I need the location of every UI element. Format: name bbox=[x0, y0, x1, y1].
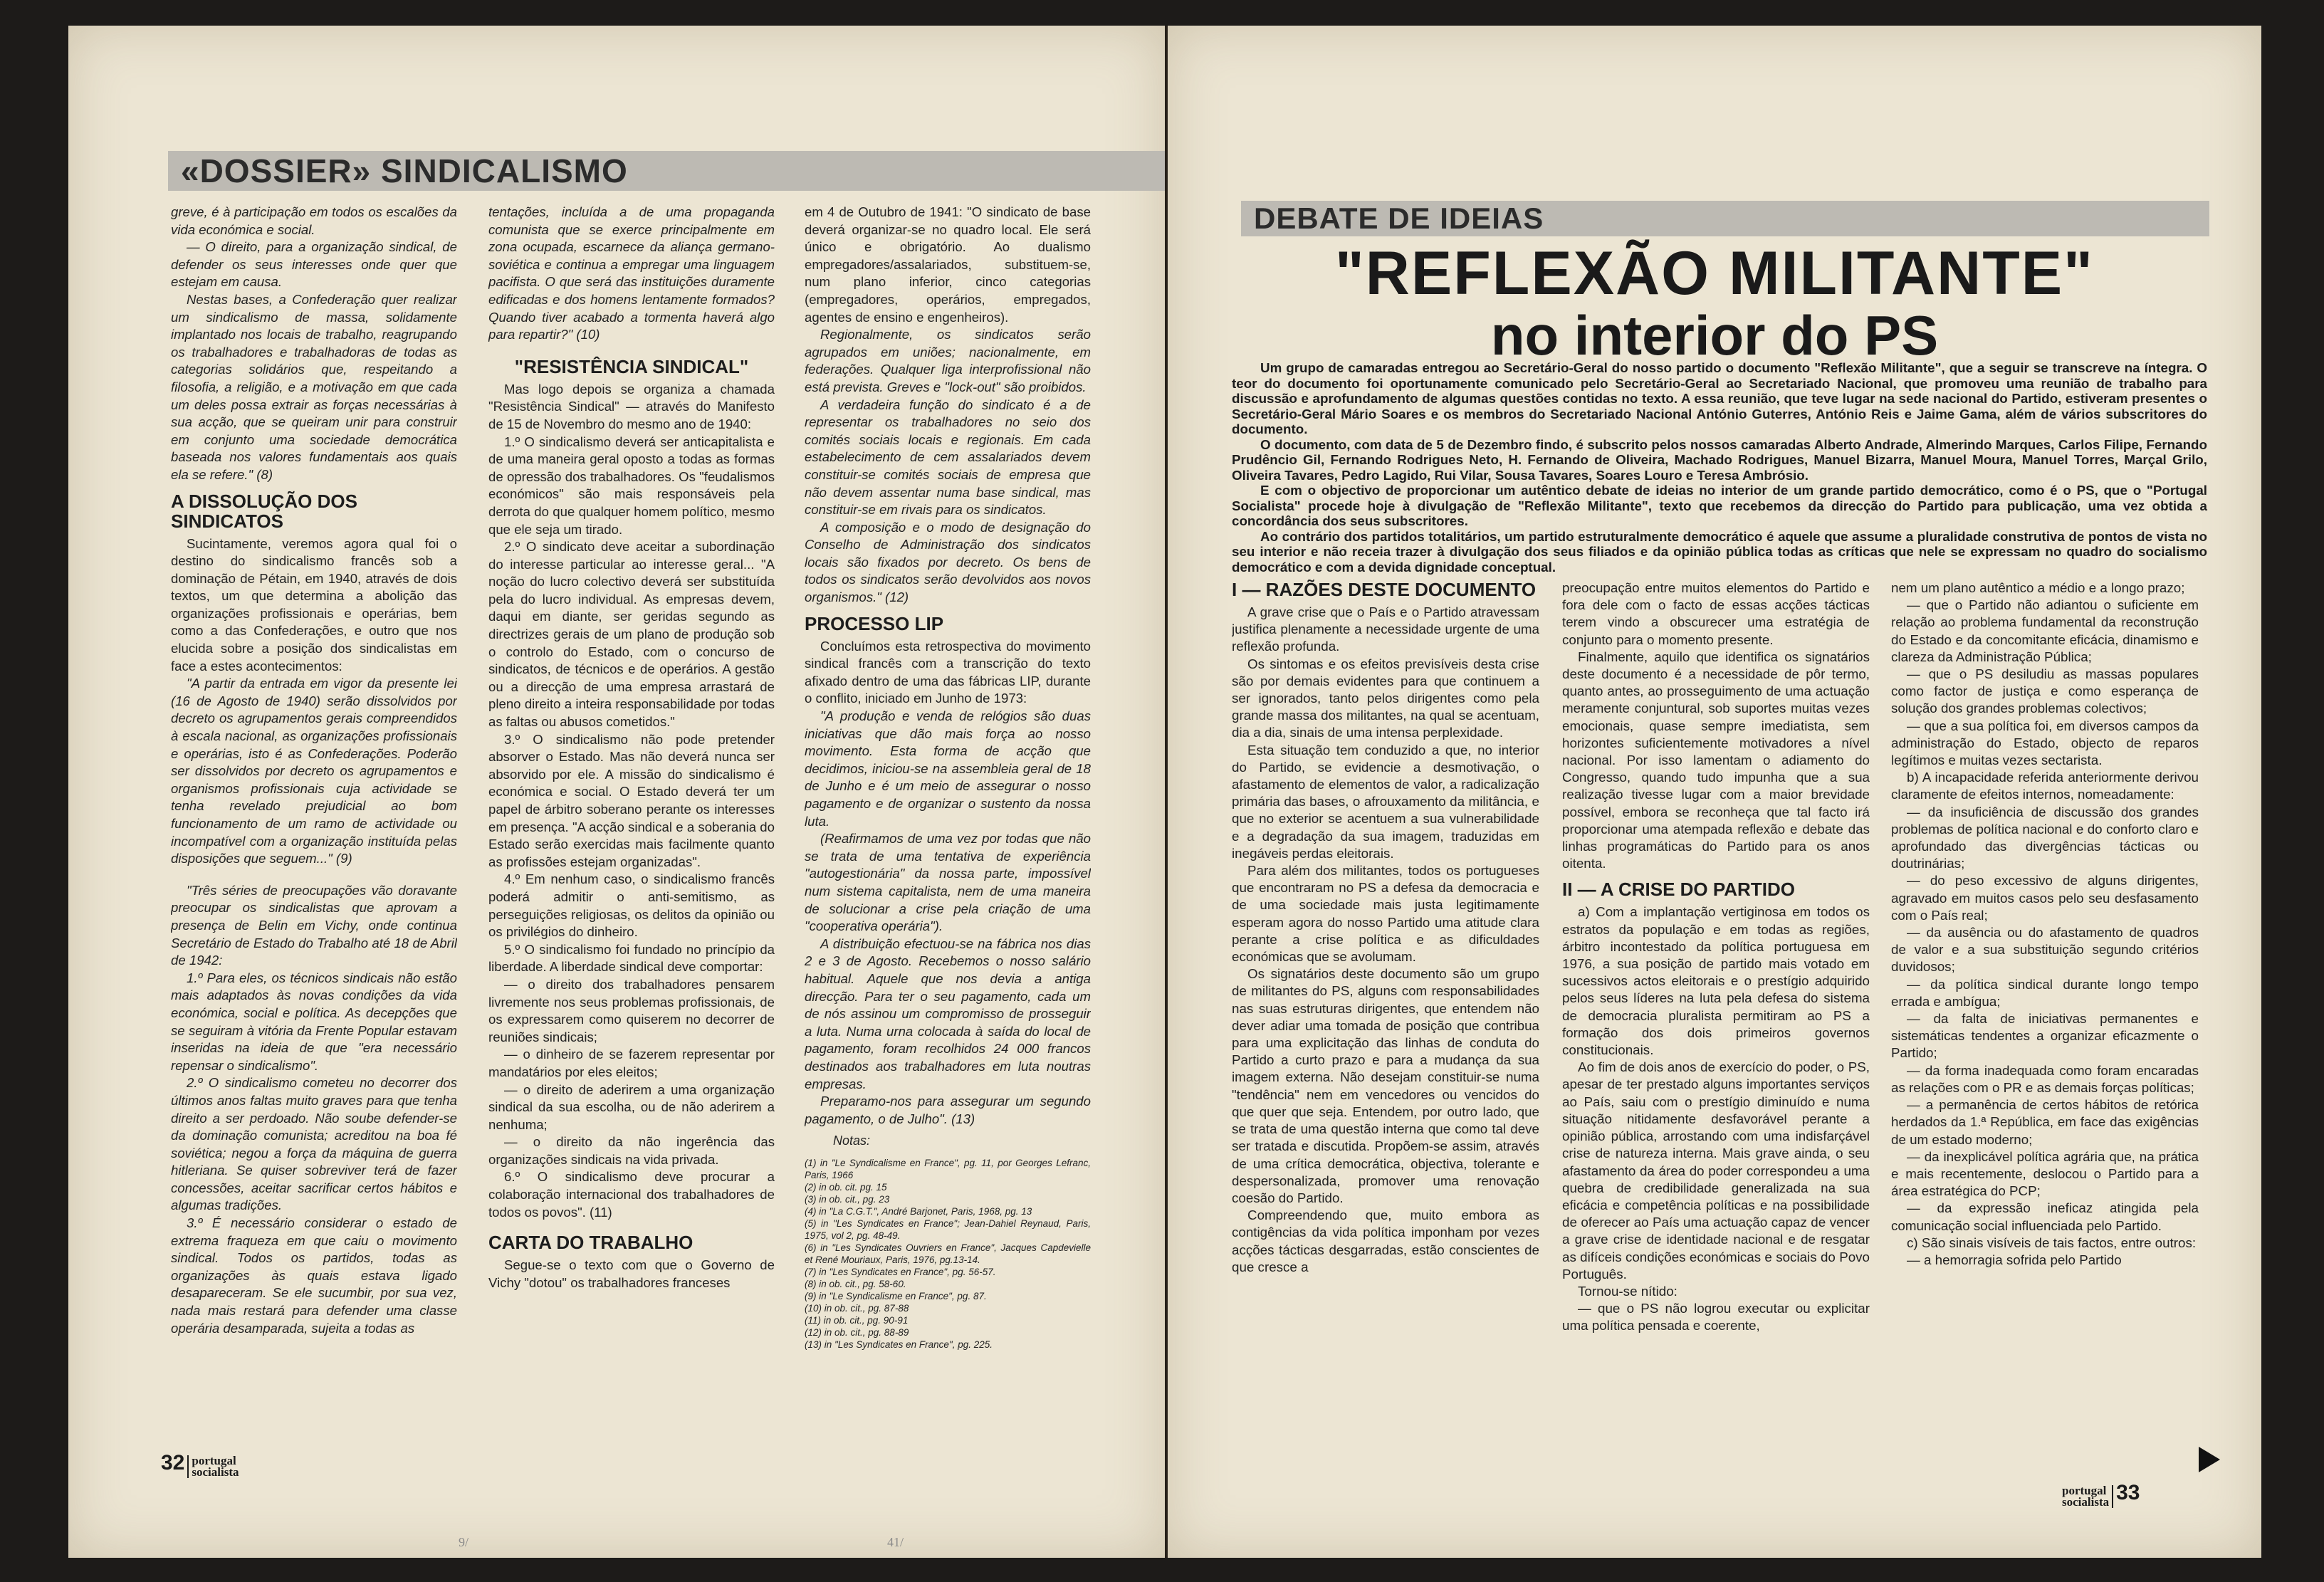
headline-subtitle: no interior do PS bbox=[1490, 304, 1939, 367]
paragraph: Nestas bases, a Confederação quer realizar um sindicalismo de massa, solidamente implantado nos locais de trabalho, reagrupando os trabalhadores e trabalhadoras de todas as categorias solidários que, respeitando a filosofia, a religião, e a motivação em que cada um deles possa extrair as forças necessárias à sua acção, que se queiram unir para construir em conjunto uma sociedade democrática baseada nos valores fundamentais aos quais ela se refere." (8) bbox=[171, 291, 457, 482]
paragraph: — da insuficiência de discussão dos grandes problemas de política nacional e do conforto claro e aprofundado das divergências tácticas ou doutrinárias; bbox=[1891, 804, 2199, 871]
paragraph: — da forma inadequada como foram encaradas as relações com o PR e as demais forças políticas; bbox=[1891, 1062, 2199, 1095]
paragraph: Os sintomas e os efeitos previsíveis desta crise são por demais evidentes para que continuem a ser ignorados, tanto pelos dirigentes como pela grande massa dos militantes, na qual se acentuam, dia a dia, sinais de uma intensa perplexidade. bbox=[1232, 656, 1539, 740]
subheading-lip: PROCESSO LIP bbox=[805, 612, 944, 634]
pencil-mark: 9/ bbox=[459, 1535, 469, 1549]
intro-paragraph: O documento, com data de 5 de Dezembro findo, é subscrito pelos nossos camaradas Alberto Andrade, Almerindo Marques, Carlos Filipe, Fernando Prudêncio Gil, Fernando Rodrigues Neto, H. Fernando de Oliveira, Machado Rodrigues, Manuel Bizarra, Manuel Moura, Manuel Torres, Marçal Grilo, Oliveira Tavares, Pedro Lagido, Rui Vilar, Sousa Tavares, Soares Louro e Teresa Ambrósio. bbox=[1232, 436, 2207, 483]
note-item: (2) in ob. cit. pg. 15 bbox=[805, 1181, 887, 1193]
intro-paragraph: Ao contrário dos partidos totalitários, um partido estruturalmente democrático é aquele que assume a pluralidade construtiva de pontos de vista no seu interior e não receia trazer à divulgação dos seus filiados e da opinião pública todas as críticas que nele se expressam no quadro do socialismo democrático e com a devida dignidade conceptual. bbox=[1232, 528, 2207, 575]
subheading-dissolucao: A DISSOLUÇÃO DOS SINDICATOS bbox=[171, 490, 357, 532]
right-page bbox=[1168, 26, 2261, 1558]
note-item: (4) in "La C.G.T.", André Barjonet, Paris, 1968, pg. 13 bbox=[805, 1205, 1032, 1217]
publication-logo: portugal socialista bbox=[187, 1455, 239, 1478]
paragraph: c) São sinais visíveis de tais factos, entre outros: bbox=[1907, 1235, 2197, 1250]
paragraph: — que o PS não logrou executar ou explicitar uma política pensada e coerente, bbox=[1562, 1301, 1870, 1334]
note-item: (8) in ob. cit., pg. 58-60. bbox=[805, 1278, 906, 1289]
paragraph: — o dinheiro de se fazerem representar por mandatários por eles eleitos; bbox=[488, 1047, 775, 1079]
paragraph: — que o PS desiludiu as massas populares como factor de justiça e como esperança de solução dos grandes problemas colectivos; bbox=[1891, 666, 2199, 716]
paragraph: — O direito, para a organização sindical, de defender os seus interesses onde quer que estejam em causa. bbox=[171, 239, 457, 290]
continue-arrow-icon bbox=[2199, 1447, 2220, 1472]
paragraph: Segue-se o texto com que o Governo de Vichy "dotou" os trabalhadores franceses bbox=[488, 1257, 775, 1290]
section-band-debate bbox=[1241, 201, 2209, 236]
note-item: (13) in "Les Syndicates en France", pg. 225. bbox=[805, 1339, 993, 1350]
paragraph: 5.º O sindicalismo foi fundado no princípio da liberdade. A liberdade sindical deve comportar: bbox=[488, 941, 775, 975]
paragraph: Concluímos esta retrospectiva do movimento sindical francês com a transcrição do texto afixado dentro de uma das fábricas LIP, durante o conflito, iniciado em Junho de 1973: bbox=[805, 638, 1091, 706]
paragraph: (Reafirmamos de uma vez por todas que não se trata de uma tentativa de experiência "autogestionária" da nossa parte, impossível num sistema capitalista, nem de uma maneira de solucionar a crise pela criação de uma "cooperativa operária"). bbox=[805, 831, 1091, 934]
paragraph: A distribuição efectuou-se na fábrica nos dias 2 e 3 de Agosto. Recebemos o nosso salário habitual. Aquele que nos devia a antiga direcção. Para ter o seu pagamento, cada um de nós assinou um compromisso de prosseguir a luta. Numa urna colocada à saída do local de pagamento, foram recolhidos 24 000 francos destinados aos trabalhadores em luta noutras empresas. bbox=[805, 936, 1091, 1091]
paragraph: 6.º O sindicalismo deve procurar a colaboração internacional dos trabalhadores de todos os povos". (11) bbox=[488, 1169, 775, 1220]
paragraph: — o direito da não ingerência das organizações sindicais na vida privada. bbox=[488, 1134, 775, 1167]
paragraph: Mas logo depois se organiza a chamada "Resistência Sindical" — através do Manifesto de 15 de Novembro do mesmo ano de 1940: bbox=[488, 381, 775, 431]
paragraph: — o direito dos trabalhadores pensarem livremente nos seus problemas profissionais, de os expressarem como quiserem no decorrer de reuniões sindicais; bbox=[488, 976, 775, 1044]
publication-logo: portugal socialista bbox=[2062, 1485, 2113, 1508]
notes-list bbox=[805, 1157, 1091, 1351]
paragraph: Sucintamente, veremos agora qual foi o destino do sindicalismo francês sob a dominação de Pétain, em 1940, através de dois textos, um que determina a abolição das organizações profissionais e operárias, bem como a das Confederações, e outro que nos elucida sobre a posição dos sindicalistas em face a estes acontecimentos: bbox=[171, 535, 457, 674]
subheading-crise: II — A CRISE DO PARTIDO bbox=[1562, 879, 1795, 901]
paragraph: A verdadeira função do sindicato é a de representar os trabalhadores no seio dos comités sociais locais e regionais. Em cada estabelecimento de cem assalariados devem constituir-se comités sociais de empresa que não devem assentar numa base sindical, mas constituir-se em rivais para os sindicatos. bbox=[805, 397, 1091, 518]
notes-title: Notas: bbox=[833, 1133, 871, 1148]
paragraph: — da expressão ineficaz atingida pela comunicação social influenciada pelo Partido. bbox=[1891, 1200, 2199, 1233]
section-band-title: «DOSSIER» SINDICALISMO bbox=[181, 152, 628, 189]
pencil-mark: 41/ bbox=[887, 1535, 904, 1549]
paragraph: a) Com a implantação vertiginosa em todos os estratos da população e em todas as regiões, árbitro incontestado da política portuguesa em 1976, a sua posição de partido mais votado em sucessivos actos eleitorais e o prestígio adquirido pelos seus líderes na luta pela defesa do sistema de democracia pluralista permitiram ao PS a formação dos dois primeiros governos constitucionais. bbox=[1562, 904, 1870, 1058]
paragraph: Esta situação tem conduzido a que, no interior do Partido, se evidencie a desmotivação, o afastamento de elementos de valor, a radicalização primária das bases, o afrouxamento da militância, e que no exterior se acentuem a sua vulnerabilidade e a degradação da sua imagem, traduzidas em inegáveis perdas eleitorais. bbox=[1232, 742, 1539, 861]
subheading-razoes: I — RAZÕES DESTE DOCUMENTO bbox=[1232, 580, 1537, 600]
right-column-2 bbox=[1562, 580, 1870, 1462]
section-band-dossier bbox=[168, 151, 1165, 191]
paragraph: "A produção e venda de relógios são duas iniciativas que dão mais força ao nosso movimento. Esta forma de acção que decidimos, iniciou-se na assembleia geral de 18 de Junho e é um meio de assegurar o nosso pagamento e de organizar o sustento da nossa luta. bbox=[805, 708, 1091, 829]
section-band-title: DEBATE DE IDEIAS bbox=[1254, 201, 1544, 235]
paragraph: — o direito de aderirem a uma organização sindical da sua escolha, ou de não aderirem a nenhuma; bbox=[488, 1081, 775, 1132]
subheading-carta: CARTA DO TRABALHO bbox=[488, 1232, 693, 1254]
paragraph: tentações, incluída a de uma propaganda comunista que se exerce principalmente em zona ocupada, escarnece da aliança germano-soviética e continua a empregar uma linguagem pacifista. O que será das instituições duramente edificadas e dos homens lentamente formados? Quando tiver acabado a tormenta haverá algo para repartir?" (10) bbox=[488, 204, 775, 342]
note-item: (5) in "Les Syndicates en France"; Jean-Dahiel Reynaud, Paris, 1975, vol 2, pg. 48-49. bbox=[805, 1217, 1091, 1241]
page-folio-left bbox=[161, 1451, 239, 1478]
paragraph: Compreendendo que, muito embora as contigências da vida política imponham por vezes acções tácticas desgarradas, estão conscientes de que cresce a bbox=[1232, 1208, 1539, 1274]
paragraph: "Três séries de preocupações vão doravante preocupar os sindicalistas que aprovam a presença de Belin em Vichy, onde continua Secretário de Estado do Trabalho até 18 de Abril de 1942: bbox=[171, 882, 457, 968]
note-item: (3) in ob. cit., pg. 23 bbox=[805, 1193, 890, 1205]
paragraph: greve, é à participação em todos os escalões da vida económica e social. bbox=[171, 204, 457, 237]
paragraph: Tornou-se nítido: bbox=[1578, 1283, 1677, 1299]
paragraph: A grave crise que o País e o Partido atravessam justifica plenamente a necessidade urgente de uma reflexão profunda. bbox=[1232, 604, 1539, 654]
paragraph: em 4 de Outubro de 1941: "O sindicato de base deverá organizar-se no quadro local. Ele será único e obrigatório. Ao dualismo empregadores/assalariados, substituem-se, num plano inferior, cinco categorias (empregadores, operários, empregados, agentes de ensino e engenheiros). bbox=[805, 204, 1091, 325]
paragraph: Finalmente, aquilo que identifica os signatários deste documento é a necessidade de pôr termo, quanto antes, ao prosseguimento de uma actuação meramente conjuntural, sob suportes muitas vezes emocionais, quase sempre imediatista, sem horizontes suficientemente motivadores a nível nacional. Por isso lamentam o adiamento do Congresso, quando tudo impunha que a sua realização tivesse lugar com a maior brevidade possível, embora se reconheça que tal facto irá proporcionar uma atempada reflexão e debate das linhas programáticas do Partido para os anos oitenta. bbox=[1562, 649, 1870, 871]
paragraph: 4.º Em nenhum caso, o sindicalismo francês poderá admitir o anti-semitismo, as perseguições religiosas, os delitos da opinião ou os privilégios do dinheiro. bbox=[488, 871, 775, 940]
note-item: (10) in ob. cit., pg. 87-88 bbox=[805, 1302, 909, 1314]
paragraph: "A partir da entrada em vigor da presente lei (16 de Agosto de 1940) serão dissolvidos por decreto os agrupamentos gerais compreendidos à escala nacional, as organizações profissionais e operárias, isto é as Confederações. Poderão ser dissolvidos por decreto os agrupamentos e organismos profissionais cuja actividade se tenha revelado prejudicial ao bom funcionamento de um ramo de actividade ou incompatível com a organização instituída pelas disposições que seguem..." (9) bbox=[171, 676, 457, 866]
right-column-3 bbox=[1891, 580, 2199, 1462]
paragraph: 3.º É necessário considerar o estado de extrema fraqueza em que caiu o movimento sindical. Todos os partidos, todas as organizações às quais estava ligado desapareceram. Se ele sucumbir, por sua vez, nada mais restará para defender uma classe operária desamparada, sujeita a todas as bbox=[171, 1215, 457, 1336]
paragraph: — da ausência ou do afastamento de quadros de valor e a sua substituição segundo critérios duvidosos; bbox=[1891, 925, 2199, 975]
note-item: (11) in ob. cit., pg. 90-91 bbox=[805, 1314, 909, 1326]
note-item: (1) in "Le Syndicalisme en France", pg. 11, por Georges Lefranc, Paris, 1966 bbox=[805, 1157, 1091, 1180]
paragraph: — da política sindical durante longo tempo errada e ambígua; bbox=[1891, 976, 2199, 1009]
left-column-2 bbox=[488, 204, 775, 1428]
right-column-1 bbox=[1232, 580, 1539, 1462]
paragraph: b) A incapacidade referida anteriormente derivou claramente de efeitos internos, nomeadamente: bbox=[1891, 770, 2199, 802]
subheading-resistencia: "RESISTÊNCIA SINDICAL" bbox=[514, 355, 749, 377]
paragraph: Preparamo-nos para assegurar um segundo pagamento, o de Julho". (13) bbox=[805, 1094, 1091, 1126]
headline-title: "REFLEXÃO MILITANTE" bbox=[1335, 239, 2094, 308]
paragraph: preocupação entre muitos elementos do Partido e fora dele com o facto de essas acções tácticas terem vindo a obscurecer uma estratégia de conjunto para o momento presente. bbox=[1562, 580, 1870, 647]
paragraph: — que a sua política foi, em diversos campos da administração do Estado, objecto de reparos legítimos e muitas vezes sectarista. bbox=[1891, 718, 2199, 768]
paragraph: — que o Partido não adiantou o suficiente em relação ao problema fundamental da reconstrução do Estado e da concomitante eficácia, dinamismo e clareza da Administração Pública; bbox=[1891, 597, 2199, 664]
paragraph: 3.º O sindicalismo não pode pretender absorver o Estado. Mas não deverá nunca ser absorvido por ele. A missão do sindicalismo é económica e social. O Estado deverá ter um papel de árbitro soberano perante os interesses em presença. "A acção sindical e a soberania do Estado serão exercidas mais facilmente quanto as profissões estejam organizadas". bbox=[488, 731, 775, 869]
intro-paragraph: E com o objectivo de proporcionar um autêntico debate de ideias no interior de um grande partido democrático, como é o PS, que o "Portugal Socialista" procede hoje à divulgação de "Reflexão Militante", texto que recebemos da direcção do Partido para publicação, uma vez obtida a concordância dos seus subscritores. bbox=[1232, 483, 2207, 528]
paragraph: 2.º O sindicato deve aceitar a subordinação do interesse particular ao interesse geral... "A noção do lucro colectivo deverá ser substituída pela do lucro individual. As empresas devem, daqui em diante, ser geridas segundo as directrizes gerais de um plano de produção sob o controlo do Estado, com o concurso de sindicatos, de técnicos e de operários. A gestão ou a direcção de uma empresa arrastará de pleno direito a inteira responsabilidade por todas as faltas ou abusos cometidos." bbox=[488, 539, 775, 730]
paragraph: Os signatários deste documento são um grupo de militantes do PS, alguns com responsabilidades nas suas estruturas dirigentes, que entendem não dever adiar uma tomada de posição que contribua para uma explicitação das linhas de conduta do Partido a curto prazo e para a mudança da sua imagem externa. Não desejam constituir-se numa "tendência" nem em vencedores ou vencidos do que quer que seja. Entendem, por outro lado, que se trata de uma questão interna que como tal deve ser tratada e discutida. Propõem-se assim, através de uma crítica democrática, objectiva, tolerante e despersonalizada, promover uma renovação coesão do Partido. bbox=[1232, 966, 1539, 1205]
paragraph: — da falta de iniciativas permanentes e sistemáticas tendentes a organizar eficazmente o Partido; bbox=[1891, 1011, 2199, 1061]
paragraph: nem um plano autêntico a médio e a longo prazo; bbox=[1891, 580, 2185, 595]
paragraph: — a permanência de certos hábitos de retórica herdados da 1.ª República, em face das exigências de um estado moderno; bbox=[1891, 1097, 2199, 1147]
note-item: (7) in "Les Syndicates en France", pg. 56-57. bbox=[805, 1266, 996, 1277]
paragraph: — da inexplicável política agrária que, na prática e mais recentemente, deslocou o Partido para a área estratégica do PCP; bbox=[1891, 1148, 2199, 1199]
paragraph: Ao fim de dois anos de exercício do poder, o PS, apesar de ter prestado alguns importantes serviços ao País, saiu com o prestígio diminuído e numa situação nitidamente desfavorável perante a opinião pública, arrostando com uma indisfarçável crise de natureza interna. Mais grave ainda, o seu afastamento da área do poder correspondeu a uma quebra de credibilidade generalizada na sua eficácia e competência políticas e na possibilidade de oferecer ao País uma actuação capaz de vencer a grave crise de identidade nacional e de resgatar as difíceis condições económicas e sociais do Povo Português. bbox=[1562, 1059, 1870, 1282]
left-column-3 bbox=[805, 204, 1091, 1457]
paragraph: — a hemorragia sofrida pelo Partido bbox=[1907, 1252, 2122, 1267]
paragraph: — do peso excessivo de alguns dirigentes, agravado em muitos casos pelo seu desfasamento com o País real; bbox=[1891, 873, 2199, 923]
note-item: (6) in "Les Syndicates Ouvriers en France", Jacques Capdevielle et René Mouriaux, Paris, 1976, pg.13-14. bbox=[805, 1242, 1091, 1265]
intro-paragraph: Um grupo de camaradas entregou ao Secretário-Geral do nosso partido o documento "Reflexão Militante", que a seguir se transcreve na íntegra. O teor do documento foi oportunamente comunicado pelo Secretário-Geral ao Secretariado Nacional, que promoveu uma reunião de trabalho para discussão e aprofundamento de algumas questões contidas no texto. A essa reunião, que teve lugar na sede nacional do Partido, estiveram presentes o Secretário-Geral Mário Soares e os membros do Secretariado Nacional António Guterres, António Reis e Jaime Gama, além de vários subscritores do documento. bbox=[1232, 360, 2207, 436]
paragraph: 2.º O sindicalismo cometeu no decorrer dos últimos anos faltas muito graves para que tenha direito a ser perdoado. Não soube defender-se da dominação comunista; acreditou na boa fé soviética; negou a força da máquina de guerra hitleriana. Se quiser sobreviver terá de fazer concessões, aceitar sacrificar certos hábitos e algumas tradições. bbox=[171, 1075, 457, 1213]
page-number: 32 bbox=[161, 1451, 185, 1474]
paragraph: 1.º O sindicalismo deverá ser anticapitalista e de uma maneira geral oposto a todas as formas de opressão dos trabalhadores. Os "feudalismos económicos" são mais responsáveis pela derrota do que qualquer homem político, mesmo que ele seja um tirado. bbox=[488, 434, 775, 537]
note-item: (9) in "Le Syndicalisme en France", pg. 87. bbox=[805, 1290, 987, 1301]
paragraph: A composição e o modo de designação do Conselho de Administração dos sindicatos locais são fixados por decreto. Os bens de todos os sindicatos serão devolvidos aos novos organismos." (12) bbox=[805, 519, 1091, 605]
paragraph: Regionalmente, os sindicatos serão agrupados em uniões; nacionalmente, em federações. Qualquer liga interprofissional não está prevista. Greves e "lock-out" são proibidos. bbox=[805, 327, 1091, 394]
page-folio-right bbox=[2062, 1481, 2140, 1508]
page-number: 33 bbox=[2116, 1481, 2140, 1504]
paragraph: 1.º Para eles, os técnicos sindicais não estão mais adaptados às novas condições da vida económica, social e política. As decepções que se seguiram à vitória da Frente Popular estavam inseridas na ideia de que "era necessário repensar o sindicalismo". bbox=[171, 970, 457, 1073]
left-page bbox=[68, 26, 1165, 1558]
paragraph: Para além dos militantes, todos os portugueses que encontraram no PS a defesa da democracia e de uma sociedade mais justa legitimamente esperam agora do nosso Partido uma atitude clara perante a crise política e as dificuldades económicas que se avolumam. bbox=[1232, 863, 1539, 965]
left-column-1 bbox=[171, 204, 457, 1428]
note-item: (12) in ob. cit., pg. 88-89 bbox=[805, 1326, 909, 1338]
intro-lead bbox=[1232, 360, 2207, 575]
